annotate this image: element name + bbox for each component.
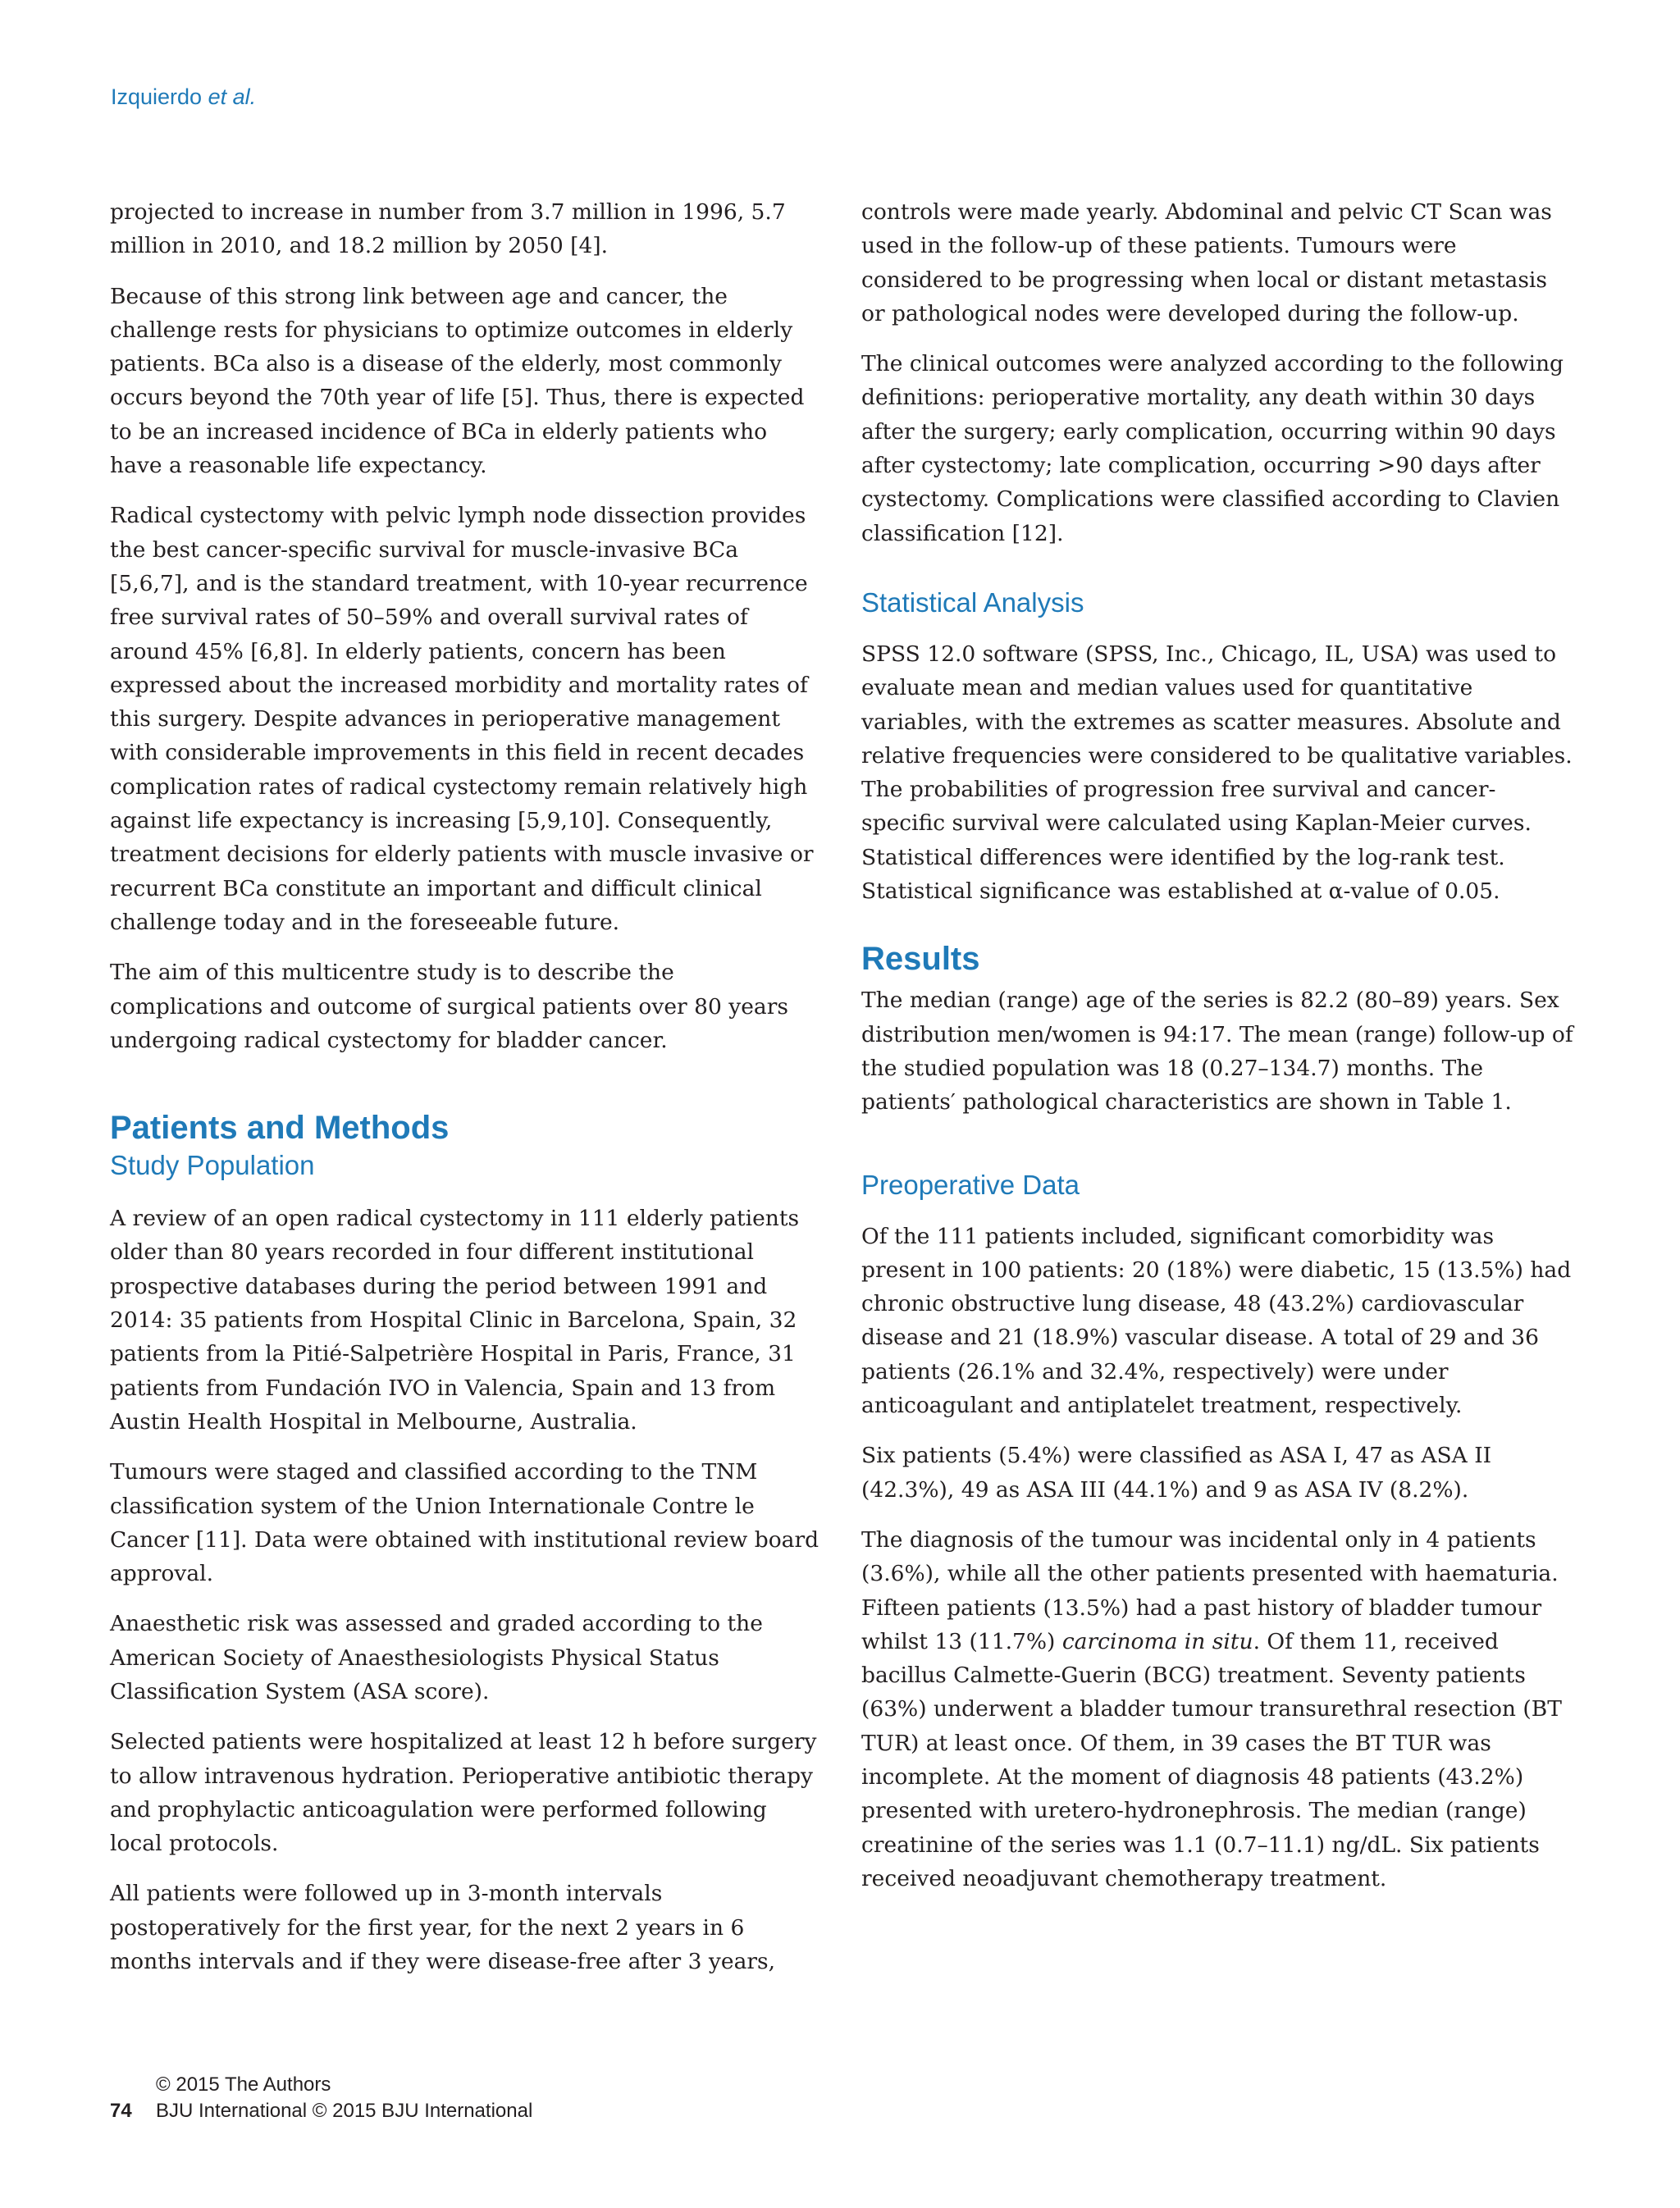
paragraph bbox=[861, 1523, 1573, 1896]
footer-line bbox=[110, 2098, 532, 2124]
running-head bbox=[111, 84, 256, 110]
paragraph: The aim of this multicentre study is to describe the complications and outcome of surgical patients over 80 years undergoing radical cystectomy for bladder cancer. bbox=[110, 960, 788, 1053]
paragraph: projected to increase in number from 3.7 million in 1996, 5.7 million in 2010, and 18.2 million by 2050 [4]. bbox=[110, 199, 786, 259]
paragraph: The clinical outcomes were analyzed according to the following definitions: perioperative mortality, any death within 30 days after the surgery; early complication, occurring within 90 days after cystectomy; late complication, occurring >90 days after cystectomy. Complications were classified according to Clavien classification [12]. bbox=[861, 351, 1564, 546]
paragraph: SPSS 12.0 software (SPSS, Inc., Chicago, IL, USA) was used to evaluate mean and median values used for quantitative variables, with the extremes as scatter measures. Absolute and relative frequencies were considered to be qualitative variables. The probabilities of progression free survival and cancer-specific survival were calculated using Kaplan-Meier curves. Statistical differences were identified by the log-rank test. Statistical significance was established at α-value of 0.05. bbox=[861, 641, 1573, 905]
subsection-heading-statistics: Statistical Analysis bbox=[861, 586, 1084, 618]
paragraph: controls were made yearly. Abdominal and pelvic CT Scan was used in the follow-up of these patients. Tumours were considered to be progressing when local or distant metastasis or pathological nodes were developed during the follow-up. bbox=[861, 199, 1552, 326]
page-footer bbox=[110, 2072, 532, 2124]
italic-term: carcinoma in situ bbox=[1061, 1628, 1253, 1654]
page-number: 74 bbox=[110, 2100, 132, 2122]
paragraph: All patients were followed up in 3-month intervals postoperatively for the first year, for the next 2 years in 6 months intervals and if they were disease-free after 3 years, bbox=[110, 1881, 776, 1975]
paragraph: Six patients (5.4%) were classified as ASA I, 47 as ASA II (42.3%), 49 as ASA III (44.1%) and 9 as ASA IV (8.2%). bbox=[861, 1443, 1492, 1503]
paragraph: Radical cystectomy with pelvic lymph node dissection provides the best cancer-specific survival for muscle-invasive BCa [5,6,7], and is the standard treatment, with 10-year recurrence free survival rates of 50–59% and overall survival rates of around 45% [6,8]. In elderly patients, concern has been expressed about the increased morbidity and mortality rates of this surgery. Despite advances in perioperative management with considerable improvements in this field in recent decades complication rates of radical cystectomy remain relatively high against life expectancy is increasing [5,9,10]. Consequently, treatment decisions for elderly patients with muscle invasive or recurrent BCa constitute an important and difficult clinical challenge today and in the foreseeable future. bbox=[110, 503, 814, 935]
paragraph-text: The diagnosis of the tumour was incidental only in 4 patients (3.6%), while all the other patients presented with haematuria. Fifteen patients (13.5%) had a past history of bladder tumour whilst 13 (11.7%) bbox=[861, 1526, 1559, 1654]
section-heading-results: Results bbox=[861, 941, 980, 978]
paragraph: Because of this strong link between age and cancer, the challenge rests for physicians to optimize outcomes in elderly patients. BCa also is a disease of the elderly, most commonly occurs beyond the 70th year of life [5]. Thus, there is expected to be an increased incidence of BCa in elderly patients who have a reasonable life expectancy. bbox=[110, 283, 805, 479]
right-column bbox=[861, 195, 1573, 1912]
paragraph: Selected patients were hospitalized at least 12 h before surgery to allow intravenous hydration. Perioperative antibiotic therapy and prophylactic anticoagulation were performed following local protocols. bbox=[110, 1729, 817, 1857]
paragraph: Anaesthetic risk was assessed and graded according to the American Society of Anaesthesiologists Physical Status Classification System (ASA score). bbox=[110, 1611, 763, 1704]
subsection-heading-preoperative: Preoperative Data bbox=[861, 1169, 1080, 1200]
paragraph: The median (range) age of the series is 82.2 (80–89) years. Sex distribution men/women is 94:17. The mean (range) follow-up of the studied population was 18 (0.27–134.7) months. The patients′ pathological characteristics are shown in Table 1. bbox=[861, 988, 1573, 1115]
paragraph: Of the 111 patients included, significant comorbidity was present in 100 patients: 20 (18%) were diabetic, 15 (13.5%) had chronic obstructive lung disease, 48 (43.2%) cardiovascular disease and 21 (18.9%) vascular disease. A total of 29 and 36 patients (26.1% and 32.4%, respectively) were under anticoagulant and antiplatelet treatment, respectively. bbox=[861, 1223, 1572, 1419]
footer-journal: BJU International © 2015 BJU International bbox=[156, 2100, 533, 2122]
running-head-author: Izquierdo bbox=[111, 84, 203, 109]
paragraph-text: . Of them 11, received bacillus Calmette-Guerin (BCG) treatment. Seventy patients (63%) underwent a bladder tumour transurethral resection (BT TUR) at least once. Of them, in 39 cases the BT TUR was incomplete. At the moment of diagnosis 48 patients (43.2%) presented with uretero-hydronephrosis. The median (range) creatinine of the series was 1.1 (0.7–11.1) ng/dL. Six patients received neoadjuvant chemotherapy treatment. bbox=[861, 1628, 1562, 1891]
footer-copyright: © 2015 The Authors bbox=[156, 2073, 331, 2096]
left-column bbox=[110, 195, 822, 1995]
subsection-heading-population: Study Population bbox=[110, 1150, 315, 1181]
section-heading-methods: Patients and Methods bbox=[110, 1110, 450, 1147]
running-head-etal: et al. bbox=[208, 84, 257, 109]
paragraph: Tumours were staged and classified according to the TNM classification system of the Union Internationale Contre le Cancer [11]. Data were obtained with institutional review board approval. bbox=[110, 1459, 819, 1587]
paragraph: A review of an open radical cystectomy in 111 elderly patients older than 80 years recorded in four different institutional prospective databases during the period between 1991 and 2014: 35 patients from Hospital Clinic in Barcelona, Spain, 32 patients from la Pitié-Salpetrière Hospital in Paris, France, 31 patients from Fundación IVO in Valencia, Spain and 13 from Austin Health Hospital in Melbourne, Australia. bbox=[110, 1206, 800, 1435]
